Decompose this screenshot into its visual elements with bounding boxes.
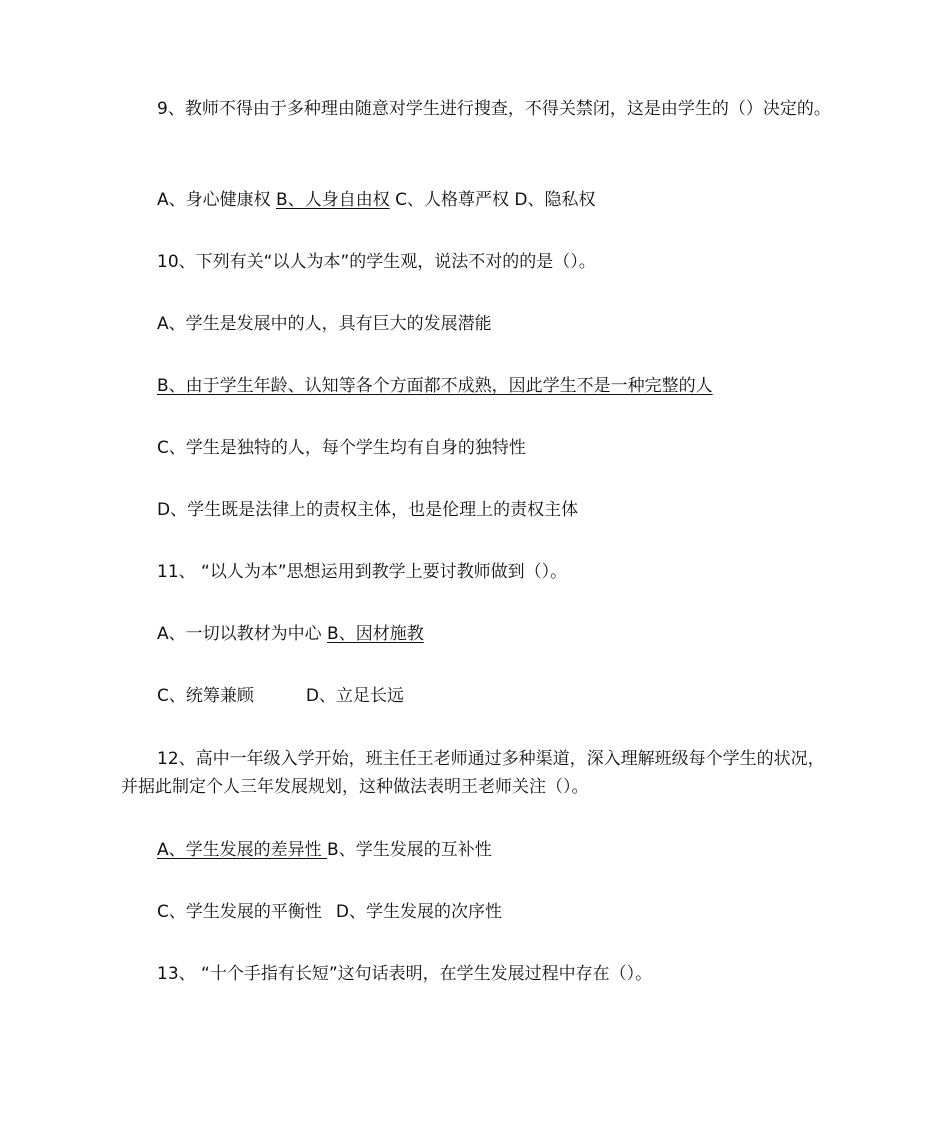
q10-option-d: D、学生既是法律上的责权主体，也是伦理上的责权主体 (157, 500, 579, 520)
question-9-stem: 9、教师不得由于多种理由随意对学生进行搜查，不得关禁闭，这是由学生的（）决定的。 (157, 99, 831, 119)
q10-option-b-answer: B、由于学生年龄、认知等各个方面都不成熟，因此学生不是一种完整的人 (157, 376, 713, 396)
q10-option-c: C、学生是独特的人，每个学生均有自身的独特性 (157, 438, 526, 458)
question-13-stem: 13、 “十个手指有长短”这句话表明，在学生发展过程中存在（）。 (157, 964, 653, 984)
q12-option-c: C、学生发展的平衡性 (157, 902, 322, 922)
q11-option-b-answer: B、因材施教 (327, 624, 424, 644)
q10-option-b (157, 372, 877, 400)
question-11-options-cd (157, 682, 877, 710)
q9-option-a: A、身心健康权 (157, 190, 277, 210)
question-9-options (157, 186, 877, 214)
question-12-options-ab (157, 836, 877, 864)
q11-option-c: C、统筹兼顾 (157, 686, 254, 706)
q12-option-b: B、学生发展的互补性 (327, 840, 492, 860)
q10-option-a: A、学生是发展中的人，具有巨大的发展潜能 (157, 314, 492, 334)
q12-option-d: D、学生发展的次序性 (335, 902, 502, 922)
question-12-stem: 12、高中一年级入学开始，班主任王老师通过多种渠道，深入理解班级每个学生的状况，并据此制定个人三年发展规划，这种做法表明王老师关注（）。 (121, 749, 825, 797)
question-10-stem: 10、下列有关“以人为本”的学生观，说法不对的的是（）。 (157, 252, 596, 272)
q12-option-a-answer: A、学生发展的差异性 (157, 840, 328, 860)
question-11-options-ab (157, 620, 877, 648)
q9-option-b-answer: B、人身自由权 (276, 190, 390, 210)
q11-option-a: A、一切以教材为中心 (157, 624, 328, 644)
question-11-stem: 11、 “以人为本”思想运用到教学上要讨教师做到（）。 (157, 562, 568, 582)
q9-option-c-d: C、人格尊严权 D、隐私权 (389, 190, 596, 210)
q11-option-d: D、立足长远 (305, 686, 404, 706)
question-12-options-cd (157, 898, 877, 926)
